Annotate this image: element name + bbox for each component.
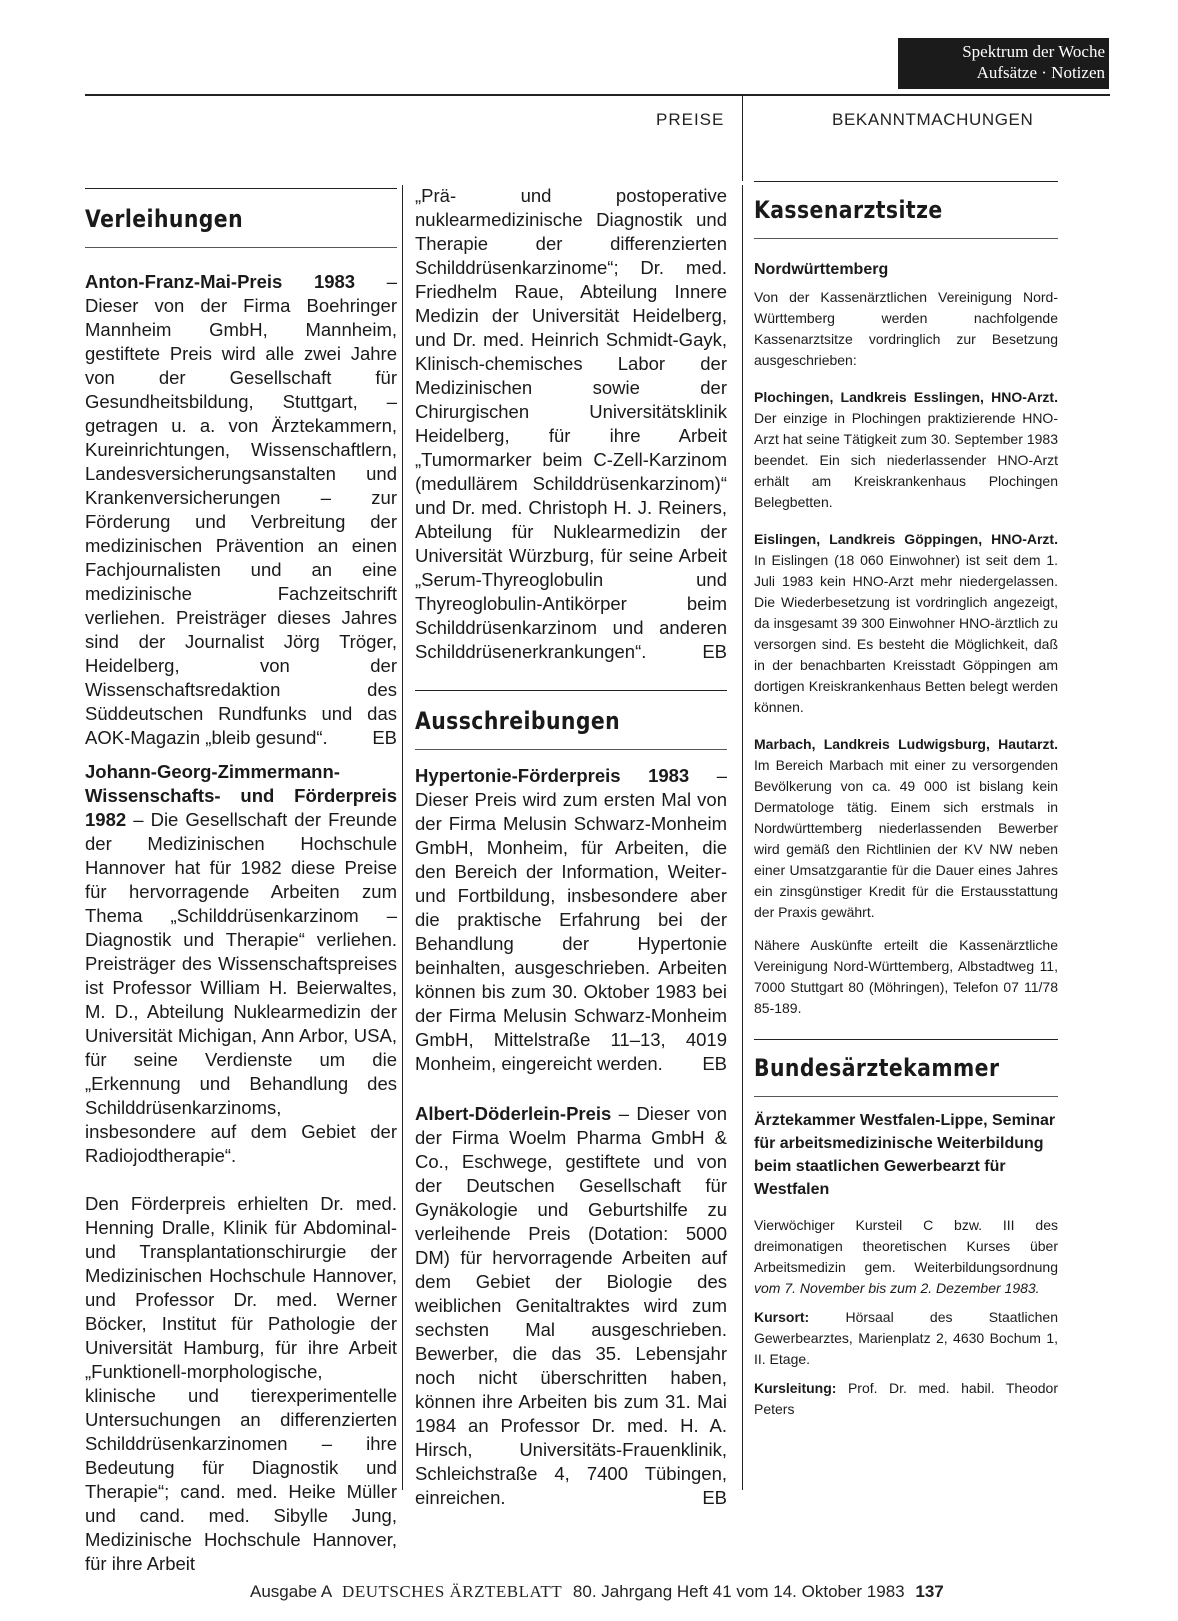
entry-plochingen [754, 387, 1058, 513]
subheading-nordwuerttemberg: Nordwürttemberg [754, 261, 889, 278]
signature-eb: EB [702, 1053, 727, 1074]
article-title: Anton-Franz-Mai-Preis 1983 [85, 271, 356, 292]
heading-kassenarztsitze: Kassenarztsitze [754, 196, 943, 224]
entry-eislingen [754, 529, 1058, 718]
entry-title: Eislingen, Landkreis Göppingen, HNO-Arzt. [754, 531, 1058, 547]
heading-ausschreibungen: Ausschreibungen [415, 707, 621, 735]
article-text: „Prä- und postoperative nuklearmedizinische Diagnostik und Therapie der differenzierten Schilddrüsenkarzinome“; Dr. med. Friedhelm Raue, Abteilung Innere Medizin der Universität Heidelberg, und Dr. med. Heinrich Schmidt-Gayk, Klinisch-chemisches Labor der Medizinischen sowie der Chirurgischen Universitätsklinik Heidelberg, für ihre Arbeit „Tumormarker beim C-Zell-Karzinom (medullärem Schilddrüsenkarzinom)“ und Dr. med. Christoph H. J. Reiners, Abteilung für Nuklearmedizin der Universität Würzburg, für seine Arbeit „Serum-Thyreoglobulin und Thyreoglobulin-Antikörper beim Schilddrüsenkarzinom und anderen Schilddrüsenerkrankungen“. [415, 185, 727, 662]
heading-rule-bottom [754, 1096, 1058, 1097]
page-footer [250, 1582, 944, 1602]
footer-journal: DEUTSCHES ÄRZTEBLATT [342, 1582, 563, 1601]
section-label-preise: PREISE [656, 110, 725, 129]
column-1 [85, 188, 397, 1576]
course-description: Vierwöchiger Kursteil C bzw. III des dreimonatigen theoretischen Kurses über Arbeitsmedizin gem. Weiterbildungsordnung [754, 1217, 1058, 1275]
heading-rule [754, 1039, 1058, 1040]
intro-text: Von der Kassenärztlichen Vereinigung Nord-Württemberg werden nachfolgende Kassenarztsitze vordringlich zur Besetzung ausgeschrieben: [754, 289, 1058, 368]
kursleitung-text: Prof. Dr. med. habil. Theodor Peters [754, 1380, 1058, 1417]
column-divider-1 [402, 185, 403, 1490]
heading-rule [415, 690, 727, 691]
kursort-label: Kursort: [754, 1309, 810, 1325]
heading-rule [85, 188, 397, 189]
article-foerderpreis [85, 1192, 397, 1576]
heading-bundesaerztekammer: Bundesärztekammer [754, 1054, 1000, 1082]
kursort [754, 1307, 1058, 1370]
entry-text: In Eislingen (18 060 Einwohner) ist seit dem 1. Juli 1983 kein HNO-Arzt mehr niedergelassen. Die Wiederbesetzung ist vordringlich angezeigt, da insgesamt 39 300 Einwohner HNO-ärztlich zu versorgen sind. Es besteht die Möglichkeit, daß in der benachbarten Kreisstadt Göppingen am dortigen Kreiskrankenhaus Betten belegt werden können. [754, 552, 1058, 715]
article-text: – Dieser von der Firma Boehringer Mannheim GmbH, Mannheim, gestiftete Preis wird alle zwei Jahre von der Gesellschaft für Gesundheitsbildung, Stuttgart, – getragen u. a. von Ärztekammern, Kureinrichtungen, Wissenschaftlern, Landesversicherungsanstalten und Krankenversicherungen – zur Förderung und Verbreitung der medizinischen Prävention an einen Fachjournalisten und an eine medizinische Fachzeitschrift verliehen. Preisträger dieses Jahres sind der Journalist Jörg Tröger, Heidelberg, von der Wissenschaftsredaktion des Süddeutschen Rundfunks und das AOK-Magazin „bleib gesund“. [85, 271, 397, 748]
article-title: Hypertonie-Förderpreis 1983 [415, 765, 690, 786]
heading-rule-bottom [415, 749, 727, 750]
article-text: – Die Gesellschaft der Freunde der Medizinischen Hochschule Hannover hat für 1982 diese Preise für hervorragende Arbeiten zum Thema „Schilddrüsenkarzinom – Diagnostik und Therapie“ verliehen. Preisträger des Wissenschaftspreises ist Professor William H. Beierwaltes, M. D., Abteilung Nuklearmedizin der Universität Michigan, Ann Arbor, USA, für seine Verdienste um die „Erkennung und Behandlung des Schilddrüsenkarzinoms, insbesondere auf dem Gebiet der Radiojodtherapie“. [85, 809, 397, 1166]
column-divider-2 [742, 185, 743, 1490]
footer-edition: Ausgabe A [250, 1582, 332, 1601]
article-zimmermann-preis [85, 760, 397, 1168]
signature-eb: EB [702, 1487, 727, 1508]
page-number: 137 [915, 1582, 944, 1601]
column-divider-top [742, 96, 743, 181]
article-text: – Dieser Preis wird zum ersten Mal von der Firma Melusin Schwarz-Monheim GmbH, Monheim, für Arbeiten, die den Bereich der Information, Weiter- und Fortbildung, insbesondere aber die praktische Erfahrung bei der Behandlung der Hypertonie beinhalten, ausgeschrieben. Arbeiten können bis zum 30. Oktober 1983 bei der Firma Melusin Schwarz-Monheim GmbH, Mittelstraße 11–13, 4019 Monheim, eingereicht werden. [415, 765, 727, 1074]
heading-verleihungen: Verleihungen [85, 205, 244, 233]
signature-eb: EB [372, 727, 397, 748]
course-text [754, 1215, 1058, 1299]
kursleitung-label: Kursleitung: [754, 1380, 837, 1396]
article-text: Den Förderpreis erhielten Dr. med. Henning Dralle, Klinik für Abdominal- und Transplantationschirurgie der Medizinischen Hochschule Hannover, und Professor Dr. med. Werner Böcker, Institut für Pathologie der Universität Hamburg, für ihre Arbeit „Funktionell-morphologische, klinische und tierexperimentelle Untersuchungen an differenzierten Schilddrüsenkarzinomen – ihre Bedeutung für Diagnostik und Therapie“; cand. med. Heike Müller und cand. med. Sibylle Jung, Medizinische Hochschule Hannover, für ihre Arbeit [85, 1193, 397, 1574]
heading-rule-bottom [85, 247, 397, 248]
column-3 [754, 181, 1058, 1420]
kursleitung [754, 1378, 1058, 1420]
footer-issue: 80. Jahrgang Heft 41 vom 14. Oktober 1983 [572, 1582, 905, 1601]
column-2 [415, 184, 727, 1510]
heading-rule-bottom [754, 238, 1058, 239]
entry-title: Plochingen, Landkreis Esslingen, HNO-Arzt. [754, 389, 1058, 405]
entry-text: Im Bereich Marbach mit einer zu versorgenden Bevölkerung von ca. 49 000 ist bislang kein Dermatologe tätig. Einem sich erstmals in Nordwürttemberg niederlassenden Bewerber wird gemäß den Richtlinien der KV NW neben einer Umsatzgarantie für die Dauer eines Jahres ein zinsgünstiger Kredit für die Erstausstattung der Praxis gewährt. [754, 757, 1058, 920]
masthead-line-1: Spektrum der Woche [962, 42, 1105, 61]
article-doederlein-preis [415, 1102, 727, 1510]
article-text: – Dieser von der Firma Woelm Pharma GmbH & Co., Eschwege, gestiftete und von der Deutschen Gesellschaft für Gynäkologie und Geburtshilfe zu verleihende Preis (Dotation: 5000 DM) für hervorragende Arbeiten auf dem Gebiet der Biologie des weiblichen Genitaltraktes wird zum sechsten Mal ausgeschrieben. Bewerber, die das 35. Lebensjahr noch nicht überschritten haben, können ihre Arbeiten bis zum 31. Mai 1984 an Professor Dr. med. H. A. Hirsch, Universitäts-Frauenklinik, Schleichstraße 4, 7400 Tübingen, einreichen. [415, 1103, 727, 1508]
article-continuation [415, 184, 727, 664]
signature-eb: EB [702, 641, 727, 662]
entry-title: Marbach, Landkreis Ludwigsburg, Hautarzt. [754, 736, 1058, 752]
subheading-aerztekammer: Ärztekammer Westfalen-Lippe, Seminar für arbeitsmedizinische Weiterbildung beim staatlichen Gewerbearzt für Westfalen [754, 1112, 1056, 1198]
masthead-line-2: Aufsätze · Notizen [976, 63, 1105, 82]
masthead [898, 38, 1109, 89]
section-label-bekanntmachungen: BEKANNTMACHUNGEN [832, 110, 1034, 129]
top-rule [85, 94, 1110, 96]
article-title: Albert-Döderlein-Preis [415, 1103, 612, 1124]
article-hypertonie-foerderpreis [415, 764, 727, 1076]
article-title: Johann-Georg-Zimmermann-Wissenschafts- und Förderpreis 1982 [85, 761, 397, 830]
entry-text: Der einzige in Plochingen praktizierende HNO-Arzt hat seine Tätigkeit zum 30. September 1983 beendet. Ein sich niederlassender HNO-Arzt erhält am Kreiskrankenhaus Plochingen Belegbetten. [754, 410, 1058, 510]
entry-marbach [754, 734, 1058, 923]
info-text: Nähere Auskünfte erteilt die Kassenärztliche Vereinigung Nord-Württemberg, Albstadtweg 11, 7000 Stuttgart 80 (Möhringen), Telefon 07 11/78 85-189. [754, 937, 1058, 1016]
kursort-text: Hörsaal des Staatlichen Gewerbearztes, Marienplatz 2, 4630 Bochum 1, II. Etage. [754, 1309, 1058, 1367]
article-anton-franz-mai-preis [85, 270, 397, 750]
course-dates: vom 7. November bis zum 2. Dezember 1983. [754, 1280, 1040, 1296]
heading-rule [754, 181, 1058, 182]
